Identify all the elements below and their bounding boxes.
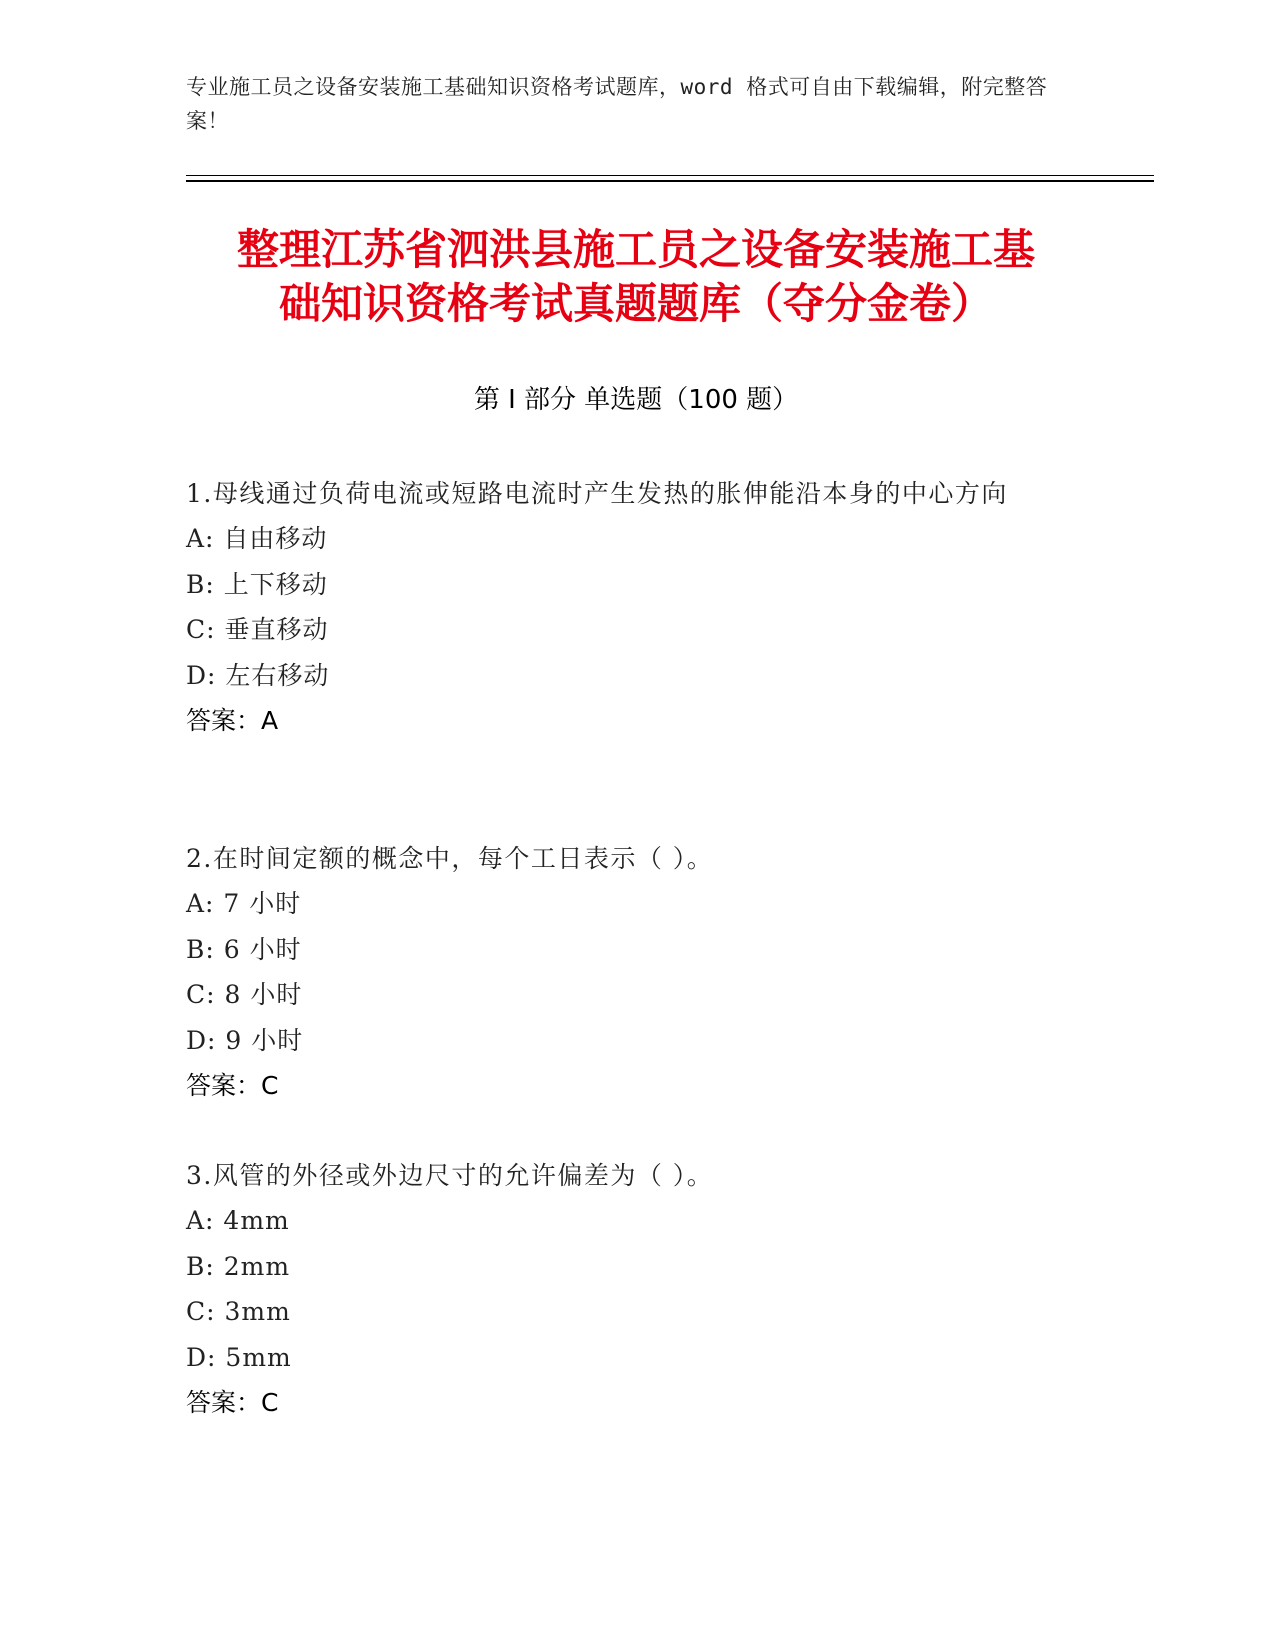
- option-b: B: 上下移动: [186, 569, 328, 599]
- question-2: [186, 836, 1066, 1108]
- answer: 答案：C: [186, 1388, 279, 1417]
- option-d: D: 5mm: [186, 1342, 292, 1372]
- option-b: B: 6 小时: [186, 934, 302, 964]
- question-stem: 1.母线通过负荷电流或短路电流时产生发热的胀伸能沿本身的中心方向: [186, 479, 1008, 508]
- option-b: B: 2mm: [186, 1251, 291, 1281]
- header-note: 专业施工员之设备安装施工基础知识资格考试题库，word 格式可自由下载编辑，附完整答案！: [186, 75, 1048, 133]
- title-line-2: 础知识资格考试真题题库（夺分金卷）: [278, 279, 993, 328]
- document-title: [186, 223, 1086, 331]
- option-a: A: 7 小时: [186, 889, 302, 918]
- option-d: D: 左右移动: [186, 660, 330, 690]
- question-stem: 2.在时间定额的概念中，每个工日表示（ ）。: [186, 844, 714, 873]
- option-c: C: 3mm: [186, 1297, 291, 1326]
- question-stem: 3.风管的外径或外边尺寸的允许偏差为（ ）。: [186, 1161, 714, 1190]
- section-heading: 第 I 部分 单选题（100 题）: [473, 385, 799, 415]
- title-line-1: 整理江苏省泗洪县施工员之设备安装施工基: [236, 225, 1035, 274]
- question-3: [186, 1153, 1066, 1425]
- header-divider: [186, 175, 1154, 176]
- option-c: C: 垂直移动: [186, 615, 329, 644]
- question-1: [186, 471, 1066, 743]
- header-divider-thick: [186, 180, 1154, 182]
- option-c: C: 8 小时: [186, 980, 303, 1009]
- option-d: D: 9 小时: [186, 1025, 304, 1055]
- option-a: A: 4mm: [186, 1206, 290, 1235]
- option-a: A: 自由移动: [186, 524, 328, 553]
- answer: 答案：C: [186, 1071, 279, 1100]
- answer: 答案：A: [186, 706, 279, 735]
